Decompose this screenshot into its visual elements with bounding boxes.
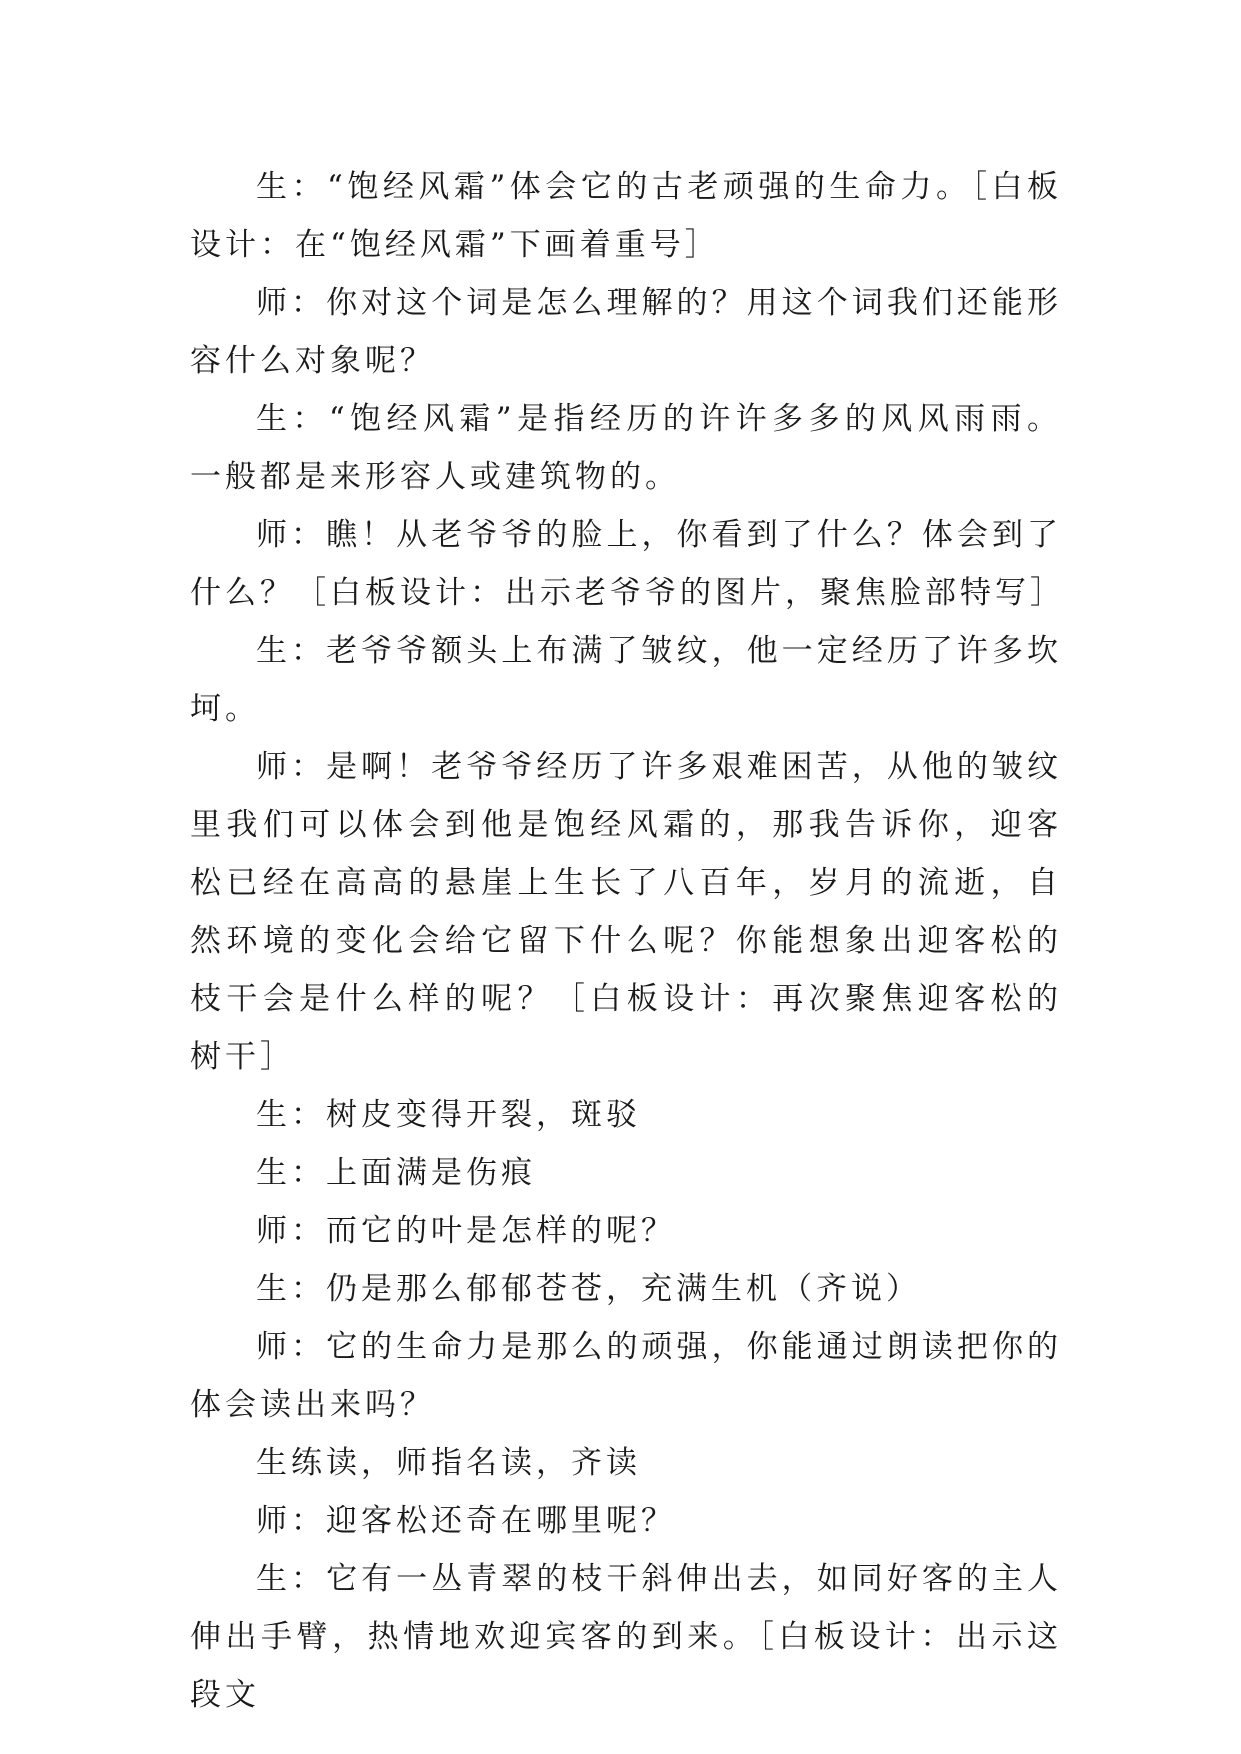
paragraph-9: 师：而它的叶是怎样的呢？ xyxy=(256,1213,676,1249)
paragraph-12: 生练读，师指名读，齐读 xyxy=(256,1445,641,1481)
paragraph-3: 生：“饱经风霜”是指经历的许许多多的风风雨雨。一般都是来形容人或建筑物的。 xyxy=(190,401,1062,495)
document-body xyxy=(190,158,1065,1724)
paragraph-6: 师：是啊！老爷爷经历了许多艰难困苦，从他的皱纹里我们可以体会到他是饱经风霜的，那我告诉你，迎客松已经在高高的悬崖上生长了八百年，岁月的流逝，自然环境的变化会给它留下什么呢？你能想象出迎客松的枝干会是什么样的呢？［白板设计：再次聚焦迎客松的树干］ xyxy=(190,749,1062,1075)
paragraph-7: 生：树皮变得开裂，斑驳 xyxy=(256,1097,641,1133)
paragraph-4: 师：瞧！从老爷爷的脸上，你看到了什么？体会到了什么？［白板设计：出示老爷爷的图片，聚焦脸部特写］ xyxy=(190,517,1065,611)
paragraph-5: 生：老爷爷额头上布满了皱纹，他一定经历了许多坎坷。 xyxy=(190,633,1062,727)
paragraph-8: 生：上面满是伤痕 xyxy=(256,1155,536,1191)
paragraph-2: 师：你对这个词是怎么理解的？用这个词我们还能形容什么对象呢？ xyxy=(190,285,1062,379)
paragraph-14: 生：它有一丛青翠的枝干斜伸出去，如同好客的主人伸出手臂，热情地欢迎宾客的到来。［白板设计：出示这段文 xyxy=(190,1561,1062,1713)
paragraph-11: 师：它的生命力是那么的顽强，你能通过朗读把你的体会读出来吗？ xyxy=(190,1329,1062,1423)
paragraph-10: 生：仍是那么郁郁苍苍，充满生机（齐说） xyxy=(256,1271,921,1307)
paragraph-13: 师：迎客松还奇在哪里呢？ xyxy=(256,1503,676,1539)
paragraph-1: 生：“饱经风霜”体会它的古老顽强的生命力。［白板设计：在“饱经风霜”下画着重号］ xyxy=(190,169,1062,263)
